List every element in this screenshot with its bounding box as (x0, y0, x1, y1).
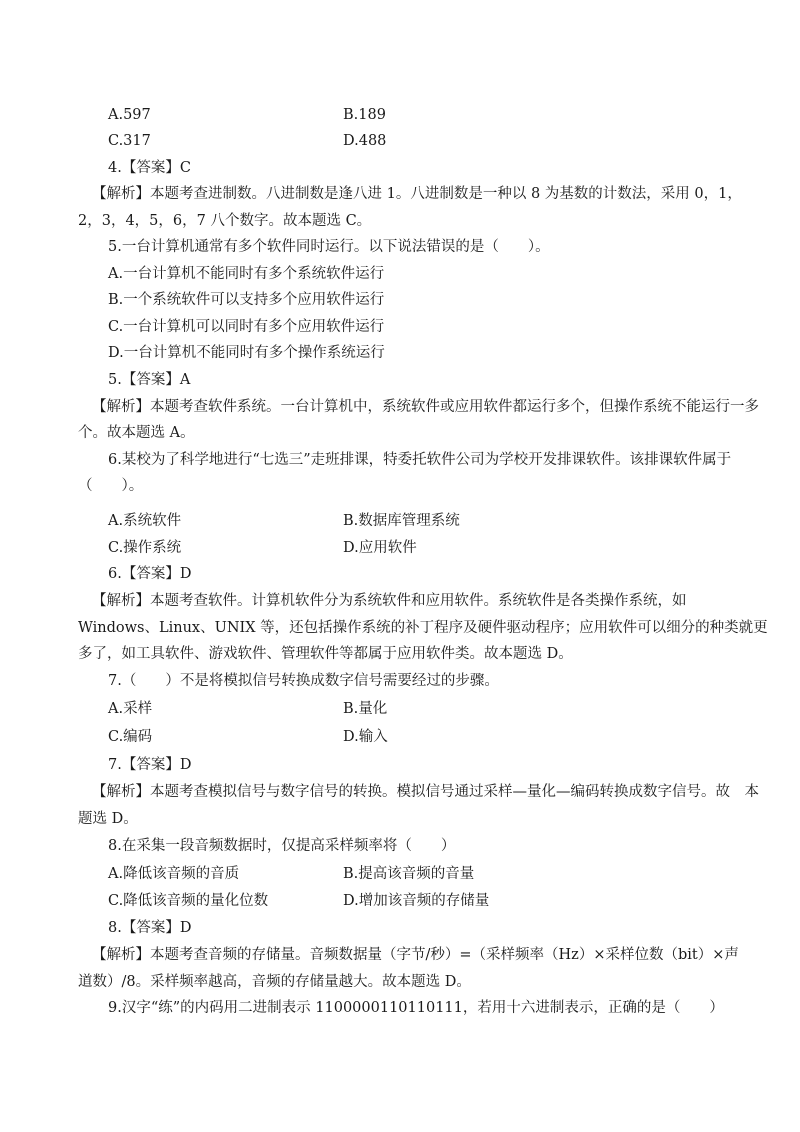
text-line: 8.在采集一段音频数据时，仅提高采样频率将（ ） (108, 838, 456, 854)
text-line: （ ）。 (78, 478, 144, 494)
text-line: 8.【答案】D (108, 920, 192, 936)
text-line: 9.汉字“练”的内码用二进制表示 1100000110110111，若用十六进制表示，正确的是（ ） (108, 1000, 724, 1016)
text-line: B.量化 (343, 701, 388, 717)
text-line: 【解析】本题考查模拟信号与数字信号的转换。模拟信号通过采样—量化—编码转换成数字信号。故 本 (92, 784, 759, 800)
text-line: 5.【答案】A (108, 372, 191, 388)
text-line: 道数）/8。采样频率越高，音频的存储量越大。故本题选 D。 (78, 974, 471, 990)
text-line: 多了，如工具软件、游戏软件、管理软件等都属于应用软件类。故本题选 D。 (78, 646, 573, 662)
text-line: A.597 (108, 107, 151, 123)
text-line: B.189 (343, 107, 386, 123)
text-line: C.317 (108, 133, 151, 149)
text-line: D.输入 (343, 729, 388, 745)
text-line: 6.某校为了科学地进行“七选三”走班排课，特委托软件公司为学校开发排课软件。该排课软件属于 (108, 452, 732, 468)
text-line: B.一个系统软件可以支持多个应用软件运行 (108, 292, 385, 308)
text-line: D.应用软件 (343, 540, 417, 556)
text-line: 6.【答案】D (108, 566, 192, 582)
text-line: 7.（ ）不是将模拟信号转换成数字信号需要经过的步骤。 (108, 673, 499, 689)
text-line: A.系统软件 (108, 513, 182, 529)
text-line: 个。故本题选 A。 (78, 425, 195, 441)
text-line: 7.【答案】D (108, 757, 192, 773)
text-line: A.一台计算机不能同时有多个系统软件运行 (108, 266, 385, 282)
text-line: 【解析】本题考查音频的存储量。音频数据量（字节/秒）=（采样频率（Hz）×采样位数（bit）×声 (92, 947, 739, 963)
text-line: C.编码 (108, 729, 153, 745)
text-line: A.采样 (108, 701, 153, 717)
text-line: C.操作系统 (108, 540, 182, 556)
text-line: C.降低该音频的量化位数 (108, 893, 269, 909)
text-line: 5.一台计算机通常有多个软件同时运行。以下说法错误的是（ ）。 (108, 239, 550, 255)
text-line: 题选 D。 (78, 811, 138, 827)
text-line: D.488 (343, 133, 387, 149)
text-line: Windows、Linux、UNIX 等，还包括操作系统的补丁程序及硬件驱动程序；应用软件可以细分的种类就更 (78, 620, 768, 636)
text-line: 2，3，4，5，6，7 八个数字。故本题选 C。 (78, 213, 372, 229)
text-line: 4.【答案】C (108, 160, 191, 176)
text-line: 【解析】本题考查进制数。八进制数是逢八进 1。八进制数是一种以 8 为基数的计数法，采用 0，1， (92, 186, 742, 202)
text-line: B.提高该音频的音量 (343, 866, 475, 882)
text-line: D.增加该音频的存储量 (343, 893, 490, 909)
text-line: A.降低该音频的音质 (108, 866, 240, 882)
text-line: D.一台计算机不能同时有多个操作系统运行 (108, 345, 385, 361)
text-line: 【解析】本题考查软件。计算机软件分为系统软件和应用软件。系统软件是各类操作系统，如 (92, 593, 687, 609)
text-line: C.一台计算机可以同时有多个应用软件运行 (108, 319, 385, 335)
text-line: 【解析】本题考查软件系统。一台计算机中，系统软件或应用软件都运行多个，但操作系统不能运行一多 (92, 399, 759, 415)
text-line: B.数据库管理系统 (343, 513, 460, 529)
